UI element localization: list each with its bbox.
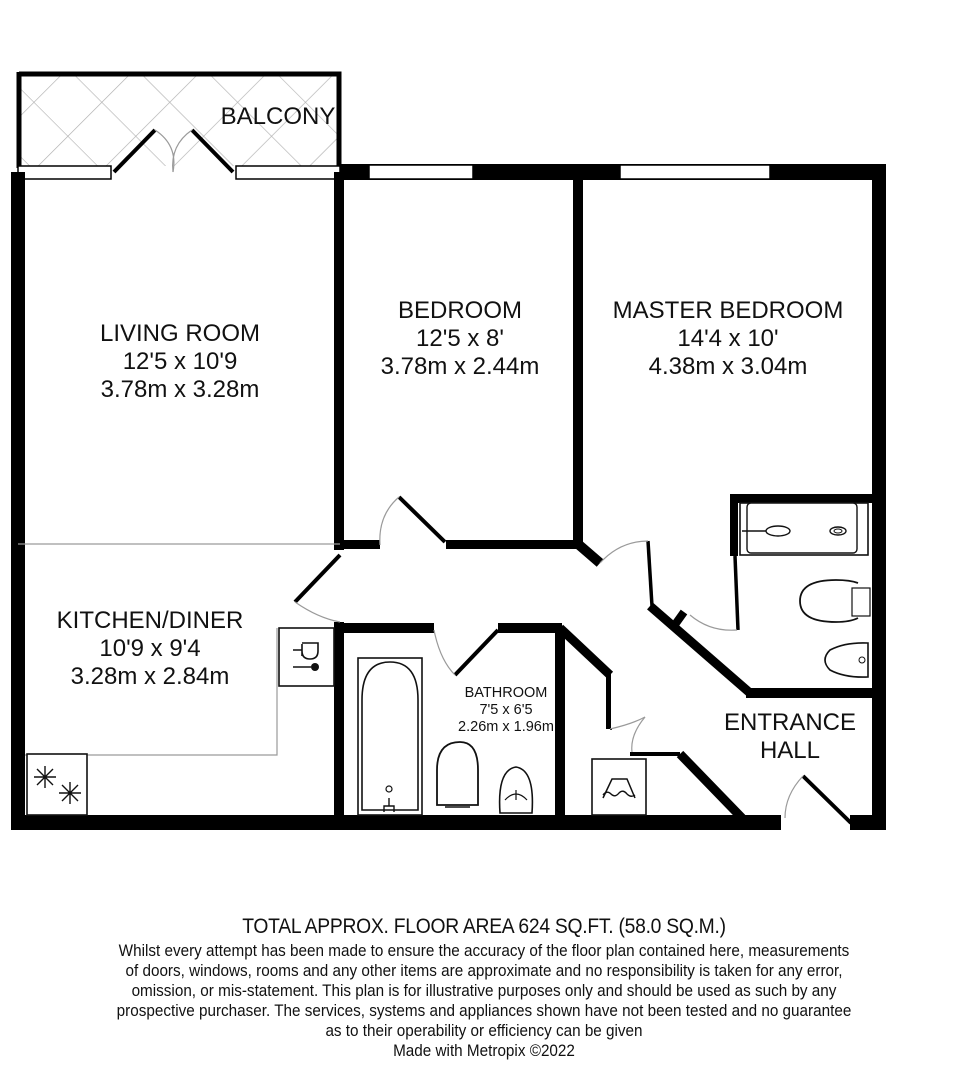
boiler-cupboard-icon <box>592 759 646 815</box>
svg-text:4.38m x 3.04m: 4.38m x 3.04m <box>648 353 808 380</box>
credit: Made with Metropix ©2022 <box>393 1041 575 1060</box>
svg-text:14'4 x 10': 14'4 x 10' <box>677 325 779 352</box>
room-label-master-bedroom <box>613 297 844 380</box>
svg-text:3.28m x 2.84m: 3.28m x 2.84m <box>70 663 230 690</box>
svg-text:10'9 x 9'4: 10'9 x 9'4 <box>99 635 201 662</box>
room-label-bathroom <box>458 685 554 735</box>
svg-text:2.26m x 1.96m: 2.26m x 1.96m <box>458 719 554 735</box>
toilet-icon <box>437 742 478 807</box>
balcony <box>19 72 339 168</box>
total-floor-area: TOTAL APPROX. FLOOR AREA 624 SQ.FT. (58.0 SQ.M.) <box>242 915 726 938</box>
svg-text:ENTRANCE: ENTRANCE <box>723 709 857 736</box>
disclaimer-line: of doors, windows, rooms and any other items are approximate and no responsibility is taken for any error, <box>125 961 843 980</box>
room-label-kitchen-diner <box>57 607 244 690</box>
room-label-entrance-hall <box>724 709 856 764</box>
svg-text:LIVING ROOM: LIVING ROOM <box>99 320 261 347</box>
disclaimer-line: as to their operability or efficiency can be given <box>325 1021 643 1040</box>
svg-text:HALL: HALL <box>759 737 821 764</box>
bathtub-icon <box>358 658 422 815</box>
svg-text:12'5 x 10'9: 12'5 x 10'9 <box>122 348 238 375</box>
ensuite-basin-icon <box>825 643 868 677</box>
disclaimer-line: omission, or mis-statement. This plan is for illustrative purposes only and should be used as such by any <box>131 981 837 1000</box>
fridge-freezer-icon <box>27 754 87 815</box>
svg-text:3.78m x 3.28m: 3.78m x 3.28m <box>100 376 260 403</box>
ensuite-toilet-icon <box>800 580 870 622</box>
disclaimer-line: Whilst every attempt has been made to ensure the accuracy of the floor plan contained here, measurements <box>118 941 850 960</box>
basin-icon <box>500 767 533 813</box>
svg-text:MASTER BEDROOM: MASTER BEDROOM <box>612 297 844 324</box>
svg-text:7'5 x 6'5: 7'5 x 6'5 <box>479 702 533 718</box>
disclaimer <box>39 941 930 1061</box>
room-label-bedroom <box>381 297 540 380</box>
svg-text:BATHROOM: BATHROOM <box>464 685 548 701</box>
svg-text:KITCHEN/DINER: KITCHEN/DINER <box>56 607 244 634</box>
room-label-living-room <box>100 320 260 403</box>
svg-text:3.78m x 2.44m: 3.78m x 2.44m <box>380 353 540 380</box>
footer <box>0 915 968 1061</box>
svg-text:BEDROOM: BEDROOM <box>397 297 523 324</box>
room-name-balcony: BALCONY <box>220 103 336 130</box>
svg-text:12'5 x 8': 12'5 x 8' <box>416 325 504 352</box>
washing-machine-icon <box>279 628 334 686</box>
shower-tray-icon <box>740 503 868 555</box>
disclaimer-line: prospective purchaser. The services, systems and appliances shown have not been tested and no guarantee <box>116 1001 852 1020</box>
